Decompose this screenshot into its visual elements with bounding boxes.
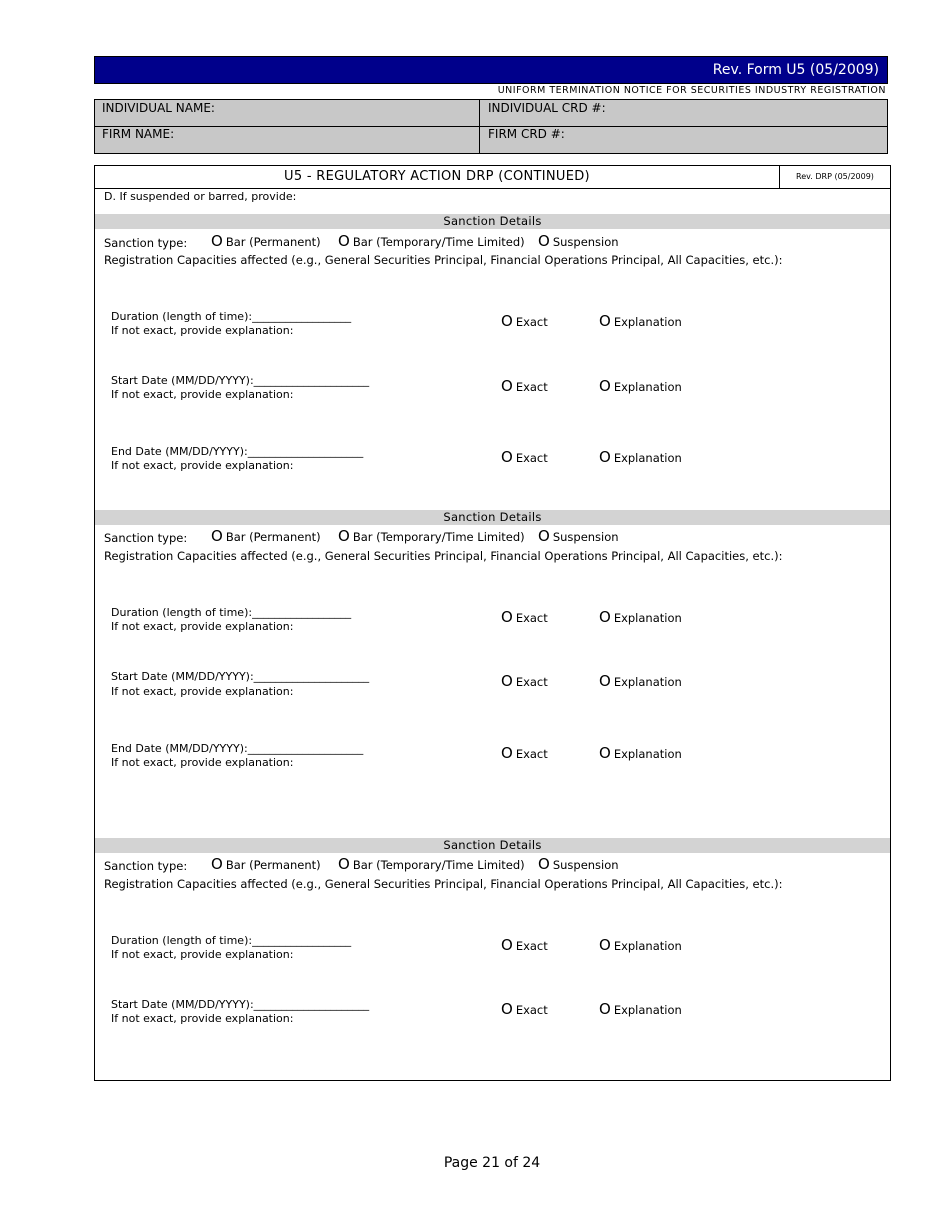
start-date-field[interactable]: Start Date (MM/DD/YYYY):_____________________ [111,670,370,683]
radio-end-exact[interactable]: O Exact [501,448,548,466]
duration-field[interactable]: Duration (length of time):__________________ [111,310,352,323]
start-date-explanation-label: If not exact, provide explanation: [111,388,294,401]
sanction-details-band: Sanction Details [95,838,890,853]
sanction-type-label: Sanction type: [104,531,188,545]
instruction-text: D. If suspended or barred, provide: [104,190,297,203]
start-date-field[interactable]: Start Date (MM/DD/YYYY):_____________________ [111,998,370,1011]
radio-start-exact[interactable]: O Exact [501,377,548,395]
radio-bar-temporary[interactable]: O Bar (Temporary/Time Limited) [338,232,525,250]
form-revision: Rev. Form U5 (05/2009) [712,62,879,78]
radio-duration-explanation[interactable]: O Explanation [599,936,682,954]
radio-start-explanation[interactable]: O Explanation [599,1000,682,1018]
radio-end-exact[interactable]: O Exact [501,744,548,762]
sanction-type-label: Sanction type: [104,236,188,250]
start-date-explanation-label: If not exact, provide explanation: [111,685,294,698]
form-revision-bar [94,56,888,84]
radio-start-exact[interactable]: O Exact [501,1000,548,1018]
end-date-field[interactable]: End Date (MM/DD/YYYY):_____________________ [111,445,364,458]
duration-field[interactable]: Duration (length of time):__________________ [111,934,352,947]
regulatory-action-section [94,165,891,1081]
individual-crd-field[interactable]: INDIVIDUAL CRD #: [488,101,606,115]
capacities-label: Registration Capacities affected (e.g., General Securities Principal, Financial Operations Principal, All Capacities, etc.): [104,253,783,267]
radio-duration-explanation[interactable]: O Explanation [599,312,682,330]
page-number: Page 21 of 24 [443,1155,541,1171]
end-date-explanation-label: If not exact, provide explanation: [111,459,294,472]
duration-explanation-label: If not exact, provide explanation: [111,948,294,961]
radio-suspension[interactable]: O Suspension [538,855,619,873]
radio-start-explanation[interactable]: O Explanation [599,672,682,690]
radio-end-explanation[interactable]: O Explanation [599,744,682,762]
duration-field[interactable]: Duration (length of time):__________________ [111,606,352,619]
radio-bar-temporary[interactable]: O Bar (Temporary/Time Limited) [338,855,525,873]
duration-explanation-label: If not exact, provide explanation: [111,324,294,337]
capacities-label: Registration Capacities affected (e.g., General Securities Principal, Financial Operations Principal, All Capacities, etc.): [104,877,783,891]
end-date-explanation-label: If not exact, provide explanation: [111,756,294,769]
start-date-explanation-label: If not exact, provide explanation: [111,1012,294,1025]
radio-bar-permanent[interactable]: O Bar (Permanent) [211,855,321,873]
identity-grid [94,99,888,154]
radio-duration-explanation[interactable]: O Explanation [599,608,682,626]
sanction-details-band: Sanction Details [95,510,890,525]
end-date-field[interactable]: End Date (MM/DD/YYYY):_____________________ [111,742,364,755]
sanction-type-label: Sanction type: [104,859,188,873]
radio-end-explanation[interactable]: O Explanation [599,448,682,466]
individual-name-field[interactable]: INDIVIDUAL NAME: [102,101,215,115]
sanction-details-band: Sanction Details [95,214,890,229]
firm-name-field[interactable]: FIRM NAME: [102,127,175,141]
radio-bar-permanent[interactable]: O Bar (Permanent) [211,232,321,250]
section-title: U5 - REGULATORY ACTION DRP (CONTINUED) [95,166,780,188]
form-subtitle: UNIFORM TERMINATION NOTICE FOR SECURITIES INDUSTRY REGISTRATION [497,85,886,96]
start-date-field[interactable]: Start Date (MM/DD/YYYY):_____________________ [111,374,370,387]
section-revision: Rev. DRP (05/2009) [796,172,874,181]
radio-duration-exact[interactable]: O Exact [501,608,548,626]
radio-duration-exact[interactable]: O Exact [501,312,548,330]
radio-duration-exact[interactable]: O Exact [501,936,548,954]
radio-start-exact[interactable]: O Exact [501,672,548,690]
radio-bar-temporary[interactable]: O Bar (Temporary/Time Limited) [338,527,525,545]
radio-suspension[interactable]: O Suspension [538,232,619,250]
capacities-label: Registration Capacities affected (e.g., General Securities Principal, Financial Operations Principal, All Capacities, etc.): [104,549,783,563]
radio-bar-permanent[interactable]: O Bar (Permanent) [211,527,321,545]
duration-explanation-label: If not exact, provide explanation: [111,620,294,633]
radio-suspension[interactable]: O Suspension [538,527,619,545]
radio-start-explanation[interactable]: O Explanation [599,377,682,395]
firm-crd-field[interactable]: FIRM CRD #: [488,127,565,141]
